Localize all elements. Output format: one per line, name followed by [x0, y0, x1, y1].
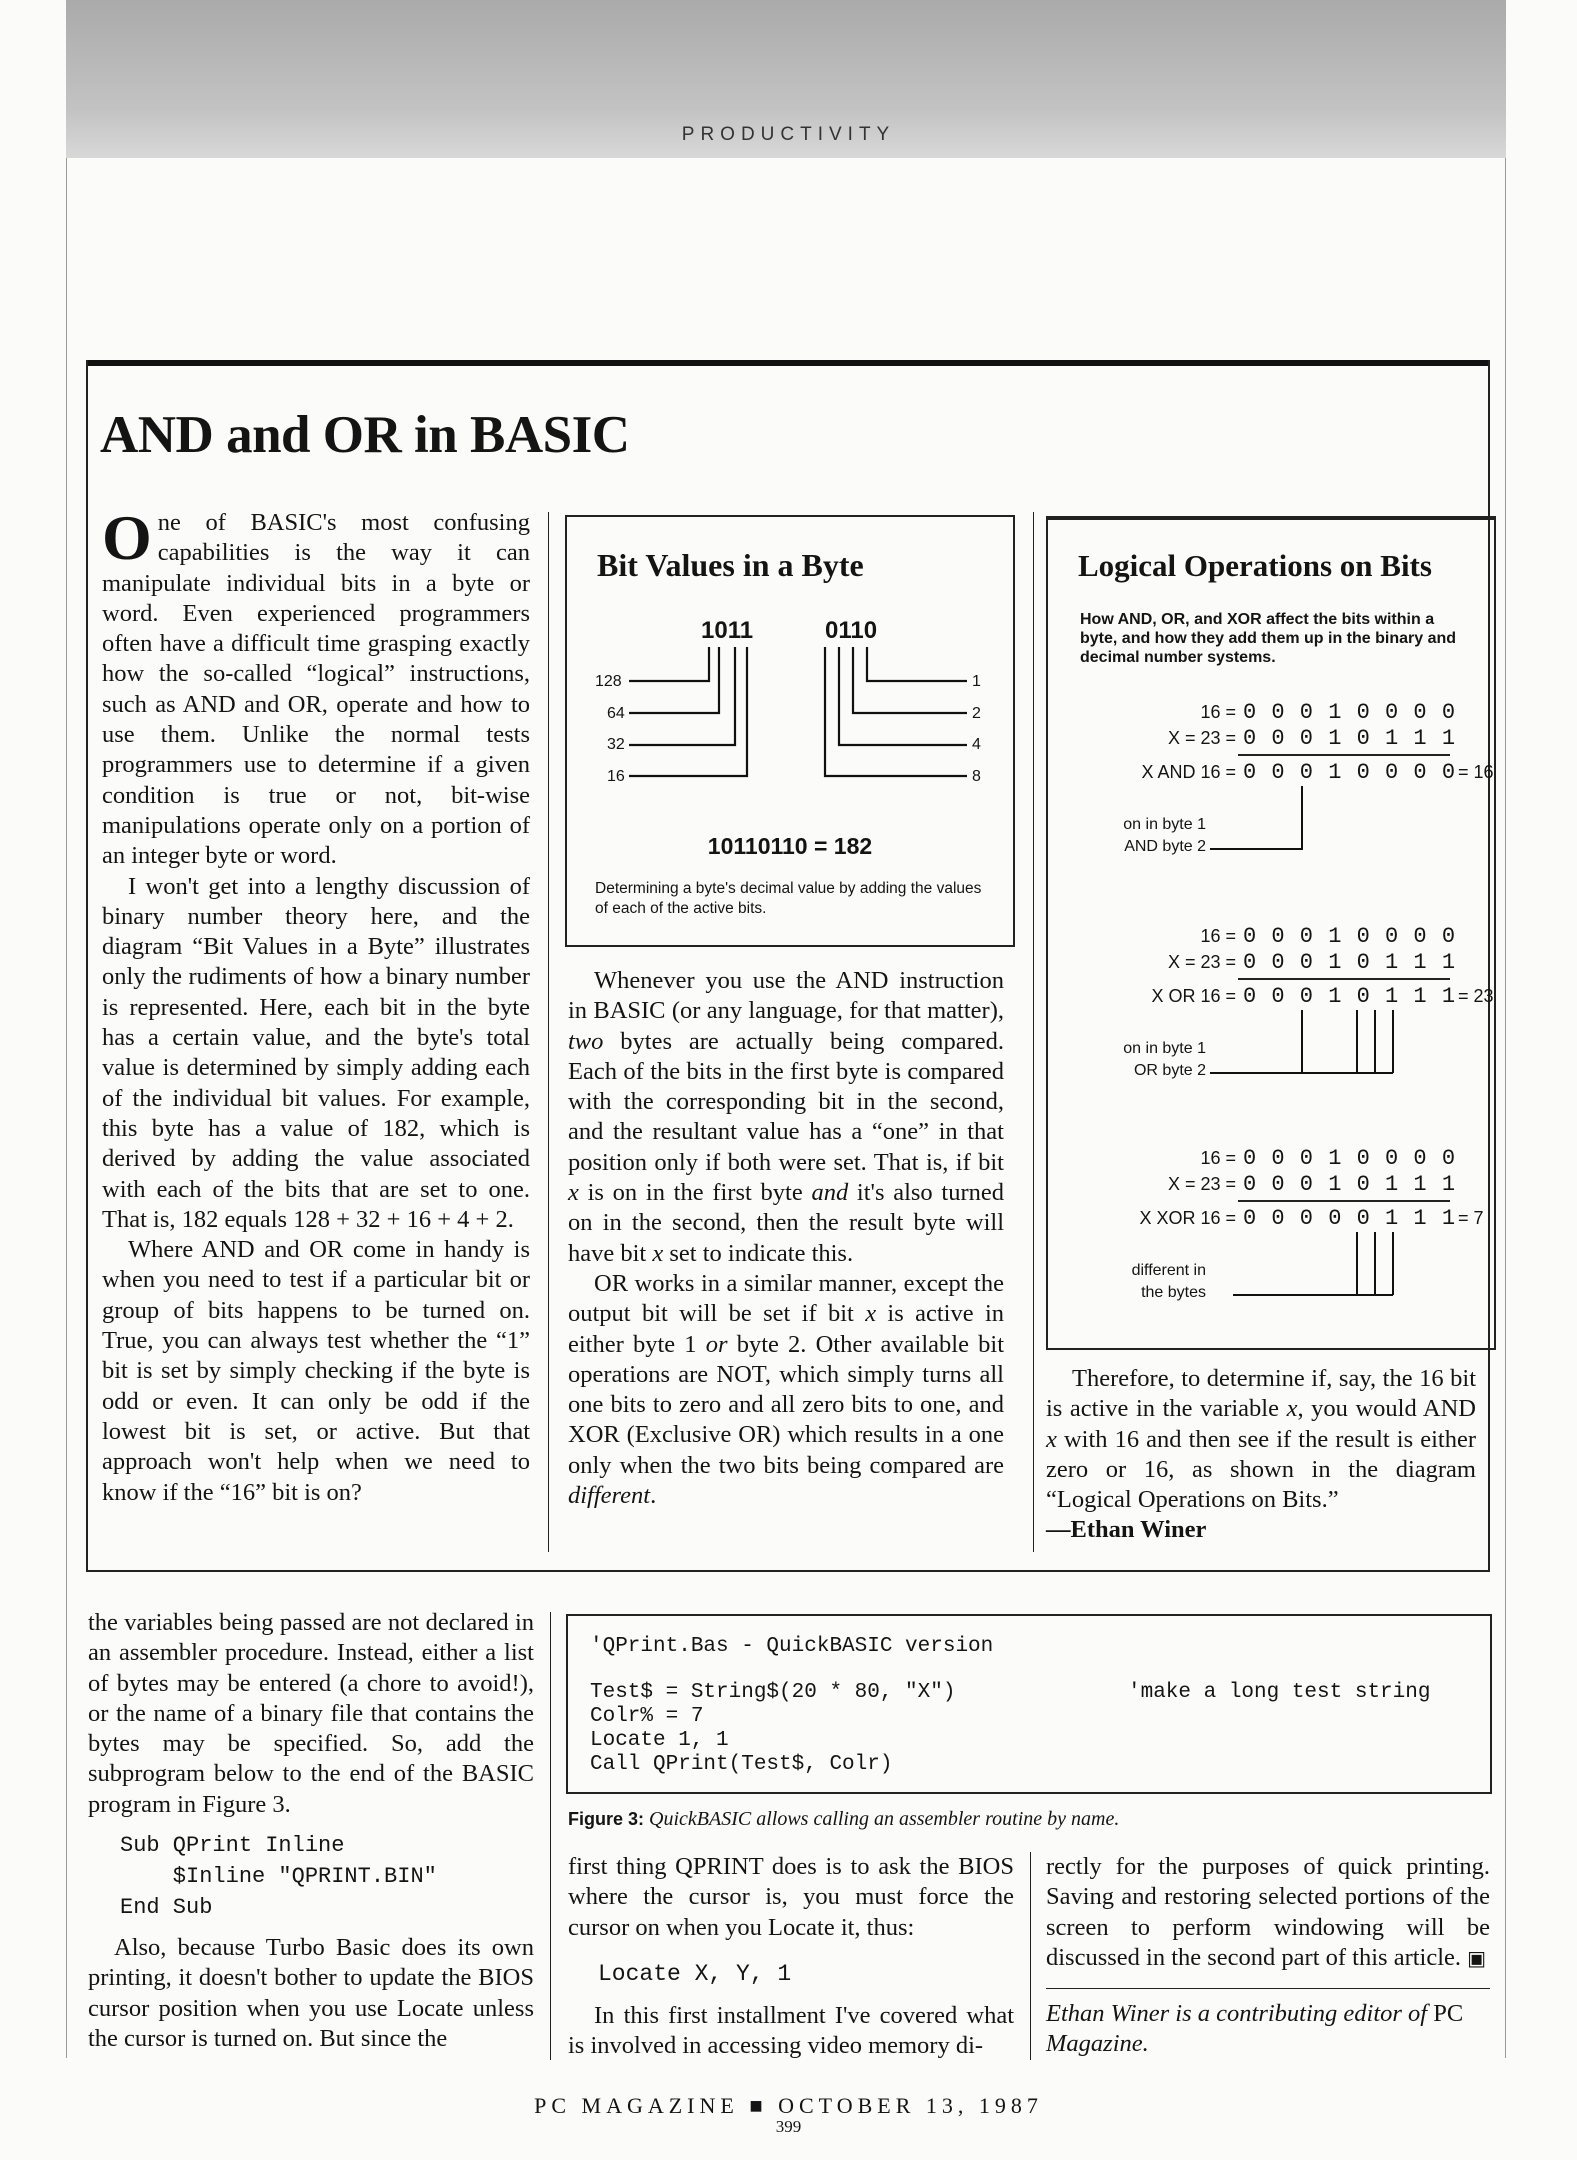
col1-para3: Where AND and OR come in handy is when you need to test if a particular bit or group of bits happens to be turned on. True, you can always test whether the “1” bit is set by simply checking if the byte is odd or even. It can only be odd if the lowest bit is set, or active. But that approach won't help when we need to know if the “16” bit is on?	[102, 1236, 530, 1506]
fig3-code-comment: 'make a long test string	[1128, 1681, 1431, 1704]
fig3-caption-label: Figure 3:	[568, 1809, 645, 1829]
col1-para2: I won't get into a lengthy discussion of binary number theory here, and the diagram “Bit Values in a Byte” illustrates only the rudiments of how a binary number is represented. Here, each bit in the byte has a certain value, and the byte's total value is determined by simply adding each of the individual bit values. For example, this byte has a value of 182, which is derived by adding the value associated with each of the bits that are set to one. That is, 182 equals 128 + 32 + 16 + 4 + 2.	[102, 872, 530, 1233]
col1-para1: ne of BASIC's most confusing capabilities is the way it can manipulate individual bits in a byte or word. Even experienced programmers often have a difficult time grasping exactly how the so-called “logical” instructions, such as AND and OR, operate and how to use them. Unlike the normal tests programmers use to determine if a given condition is true or not, bit-wise manipulations operate only on a portion of an integer byte or word.	[102, 509, 530, 870]
op-row1-bits: 0 0 0 1 0 0 0 0	[1243, 700, 1457, 725]
bit-values-caption: Determining a byte's decimal value by adding the values of each of the active bits.	[595, 880, 982, 917]
col2-p1d: it's also turned on in the second, then the result byte will have bit	[568, 1179, 1004, 1267]
op-row1-label: 16 =	[1200, 1148, 1236, 1168]
col3-text-a: Therefore, to determine if, say, the 16 bit is active in the variable	[1046, 1365, 1476, 1423]
bit-values-title: Bit Values in a Byte	[597, 547, 864, 583]
weight-128: 128	[595, 673, 622, 690]
page-number: 399	[775, 2117, 802, 2136]
bio-text-a: Ethan Winer is a contributing editor of	[1046, 2000, 1434, 2028]
article-bottom-rule	[86, 1570, 1490, 1572]
lower-col2-para1: first thing QPRINT does is to ask the BIOS where the cursor is, you must force the cursor on when you Locate it, thus:	[568, 1853, 1014, 1941]
op-row3-label: X OR 16 =	[1151, 986, 1236, 1006]
weight-64: 64	[607, 705, 625, 722]
op-note2: the bytes	[1141, 1284, 1206, 1301]
col2-p1-x1: x	[568, 1179, 579, 1207]
col2-p1e: set to indicate this.	[663, 1239, 854, 1267]
op-note1: on in byte 1	[1123, 1040, 1206, 1057]
lower-col-rule-1	[550, 1612, 551, 2060]
article-col1	[102, 502, 530, 1508]
drop-cap: O	[102, 502, 152, 573]
lower-col-rule-2	[1030, 1852, 1031, 2060]
bit-equation: 10110110 = 182	[707, 833, 873, 859]
weight-8: 8	[972, 768, 981, 785]
weight-32: 32	[607, 736, 625, 753]
locate-code: Locate X, Y, 1	[598, 1960, 792, 1987]
col3-text-b: , you would AND	[1297, 1395, 1476, 1423]
op-row2-label: X = 23 =	[1167, 728, 1236, 748]
lower-col3	[1046, 1852, 1490, 2060]
col2-p1c: is on in the first byte	[578, 1179, 812, 1207]
op-result: = 23	[1458, 986, 1494, 1006]
weight-1: 1	[972, 673, 981, 690]
op-row2-bits: 0 0 0 1 0 1 1 1	[1243, 726, 1457, 751]
col2-p2-or: or	[705, 1330, 728, 1358]
op-row2-label: X = 23 =	[1167, 1174, 1236, 1194]
op-row3-label: X AND 16 =	[1141, 762, 1236, 782]
page-edge-left	[66, 158, 67, 2058]
col3-x2: x	[1046, 1425, 1057, 1453]
section-label: PRODUCTIVITY	[681, 124, 896, 145]
bio-rule	[1046, 1988, 1490, 1989]
inline-sub-code: Sub QPrint Inline $Inline "QPRINT.BIN" End Sub	[120, 1833, 437, 1921]
op-pointer-lines	[1048, 702, 1498, 902]
bio-text-b: Magazine.	[1046, 2030, 1149, 2058]
bit-weight-lines	[567, 517, 1017, 817]
op-row3-bits: 0 0 0 1 0 1 1 1	[1243, 984, 1457, 1009]
figure3-code-box	[566, 1614, 1492, 1794]
lower-col1	[88, 1608, 534, 2054]
lower-col2-para2: In this first installment I've covered what is involved in accessing video memory di-	[568, 2001, 1014, 2060]
op-block-and	[1048, 702, 1498, 902]
op-row3-bits: 0 0 0 1 0 0 0 0	[1243, 760, 1457, 785]
op-result: = 7	[1458, 1208, 1484, 1228]
footer-magazine: PC MAGAZINE ■ OCTOBER 13, 1987	[534, 2093, 1043, 2118]
op-note1: different in	[1131, 1262, 1206, 1279]
op-row1-label: 16 =	[1200, 702, 1236, 722]
fig3-code-line3: Colr% = 7	[590, 1705, 704, 1728]
op-row3-bits: 0 0 0 0 0 1 1 1	[1243, 1206, 1457, 1231]
op-block-or	[1048, 926, 1498, 1126]
col2-p2c: byte 2. Other available bit operations are NOT, which simply turns all one bits to zero and all zero bits to one, and XOR (Exclusive OR) which results in a one only when the two bits being compared are	[568, 1330, 1004, 1479]
fig3-code-line5: Call QPrint(Test$, Colr)	[590, 1753, 893, 1776]
col2-p1-x2: x	[652, 1239, 664, 1267]
col2-p2a: OR works in a similar manner, except the output bit will be set if bit	[568, 1269, 1004, 1328]
page-edge-right	[1505, 158, 1506, 2058]
figure3-caption	[568, 1808, 1119, 1831]
lower-col1-para1: the variables being passed are not declared in an assembler procedure. Instead, either a list of bytes may be entered (a chore to avoid!), or the name of a binary file that contains the bytes may be specified. So, add the subprogram below to the end of the BASIC program in Figure 3.	[88, 1609, 534, 1818]
weight-16: 16	[607, 768, 625, 785]
col3-x1: x	[1286, 1395, 1298, 1423]
col3-author: —Ethan Winer	[1046, 1516, 1207, 1544]
logical-ops-title: Logical Operations on Bits	[1078, 548, 1432, 583]
op-row3-label: X XOR 16 =	[1139, 1208, 1236, 1228]
lower-col1-para2: Also, because Turbo Basic does its own printing, it doesn't bother to update the BIOS cursor position when you use Locate unless the cursor is turned on. But since the	[88, 1934, 534, 2052]
weight-2: 2	[972, 705, 981, 722]
col-rule-1	[548, 512, 549, 1552]
col2-p1-em: two	[568, 1027, 604, 1055]
col2-p1a: Whenever you use the AND instruction in BASIC (or any language, for that matter),	[568, 967, 1004, 1025]
op-row2-bits: 0 0 0 1 0 1 1 1	[1243, 950, 1457, 975]
col2-p1b: bytes are actually being compared. Each of the bits in the first byte is compared with the corresponding bit in the second, and the resultant value has a “one” in that position only if both were set. That is, if bit	[568, 1027, 1004, 1176]
col2-p2b: is active in either byte 1	[568, 1300, 1005, 1358]
op-row1-bits: 0 0 0 1 0 0 0 0	[1243, 1146, 1457, 1171]
article-top-rule	[86, 360, 1490, 366]
op-row2-bits: 0 0 0 1 0 1 1 1	[1243, 1172, 1457, 1197]
fig3-caption-text: QuickBASIC allows calling an assembler routine by name.	[644, 1808, 1120, 1830]
op-note1: on in byte 1	[1123, 816, 1206, 833]
logical-ops-box	[1046, 516, 1496, 1350]
lower-col2	[568, 1852, 1014, 2061]
op-result: = 16	[1458, 762, 1494, 782]
col2-p2-x: x	[865, 1300, 877, 1328]
col2-p1-and: and	[811, 1179, 849, 1207]
end-mark-icon: ▣	[1467, 1947, 1487, 1970]
left-nibble: 1011	[701, 617, 754, 644]
col3-text-c: with 16 and then see if the result is either zero or 16, as shown in the diagram “Logical Operations on Bits.”	[1046, 1425, 1476, 1514]
logical-ops-subtitle: How AND, OR, and XOR affect the bits within a byte, and how they add them up in the binary and decimal number systems.	[1080, 611, 1457, 666]
fig3-code-line4: Locate 1, 1	[590, 1729, 729, 1752]
op-note2: OR byte 2	[1133, 1062, 1206, 1079]
article-title: AND and OR in BASIC	[100, 406, 630, 464]
weight-4: 4	[972, 736, 981, 753]
article-col3	[1046, 1364, 1476, 1546]
bit-values-box	[565, 515, 1015, 947]
right-nibble: 0110	[825, 617, 878, 644]
op-note2: AND byte 2	[1124, 838, 1206, 855]
article-left-rule	[86, 360, 88, 1572]
op-row1-bits: 0 0 0 1 0 0 0 0	[1243, 924, 1457, 949]
fig3-code-line2: Test$ = String$(20 * 80, "X")	[590, 1681, 956, 1704]
col-rule-2	[1033, 512, 1034, 1552]
article-col2	[568, 966, 1004, 1511]
lower-col3-para1: rectly for the purposes of quick printing. Saving and restoring selected portions of the screen to perform windowing will be discussed in the second part of this article.	[1046, 1853, 1490, 1971]
bio-pc: PC	[1433, 2000, 1464, 2028]
op-pointer-lines	[1048, 926, 1498, 1126]
fig3-code-line1: 'QPrint.Bas - QuickBASIC version	[590, 1635, 994, 1658]
col2-p2-diff: different	[568, 1482, 651, 1510]
op-pointer-lines	[1048, 1148, 1498, 1348]
col2-p2d: .	[650, 1482, 657, 1510]
op-row2-label: X = 23 =	[1167, 952, 1236, 972]
op-row1-label: 16 =	[1200, 926, 1236, 946]
op-block-xor	[1048, 1148, 1498, 1348]
